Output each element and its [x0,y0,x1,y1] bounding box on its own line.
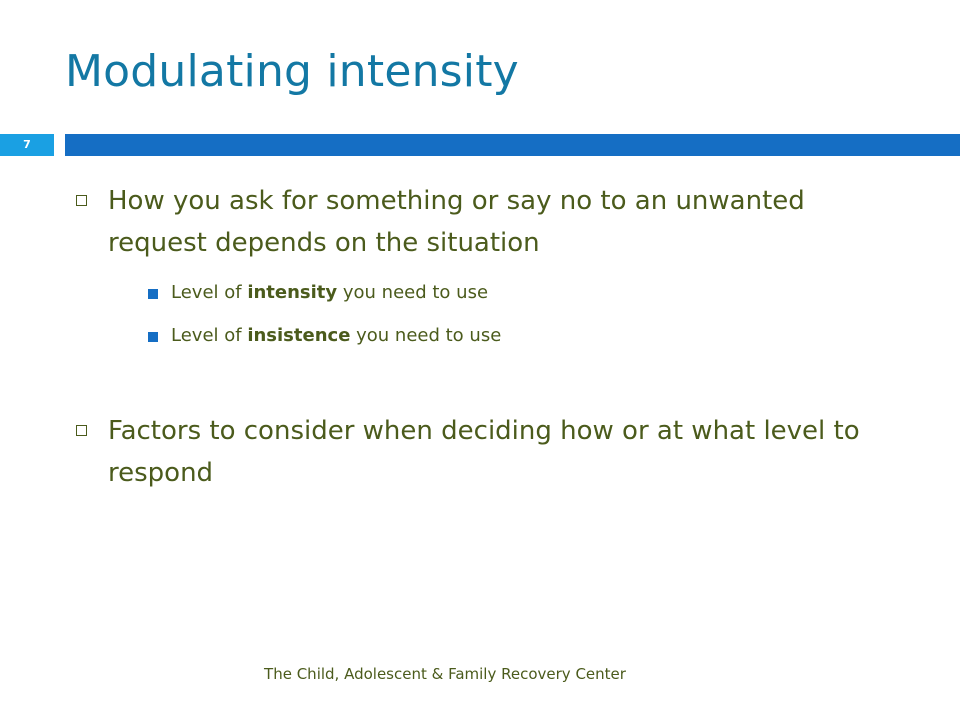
bullet-text: Factors to consider when deciding how or at what level to respond [108,416,860,488]
bullet-text: How you ask for something or say no to an unwanted request depends on the situation [108,186,805,258]
filled-square-icon [148,332,158,342]
sub-bullet-text: Level of insistence you need to use [171,325,502,346]
footer-text: The Child, Adolescent & Family Recovery Center [264,665,626,683]
hollow-square-icon [76,425,87,436]
sub-bullet-text: Level of intensity you need to use [171,282,489,303]
hollow-square-icon [76,195,87,206]
bullet-item [74,410,894,494]
sub-bullet-item [146,281,488,305]
emphasis-text: insistence [247,325,351,346]
slide-title: Modulating intensity [65,46,519,97]
filled-square-icon [148,289,158,299]
emphasis-text: intensity [247,282,338,303]
bullet-item [74,180,894,264]
accent-bar [65,134,960,156]
sub-bullet-item [146,324,501,348]
slide-number: 7 [0,134,54,156]
